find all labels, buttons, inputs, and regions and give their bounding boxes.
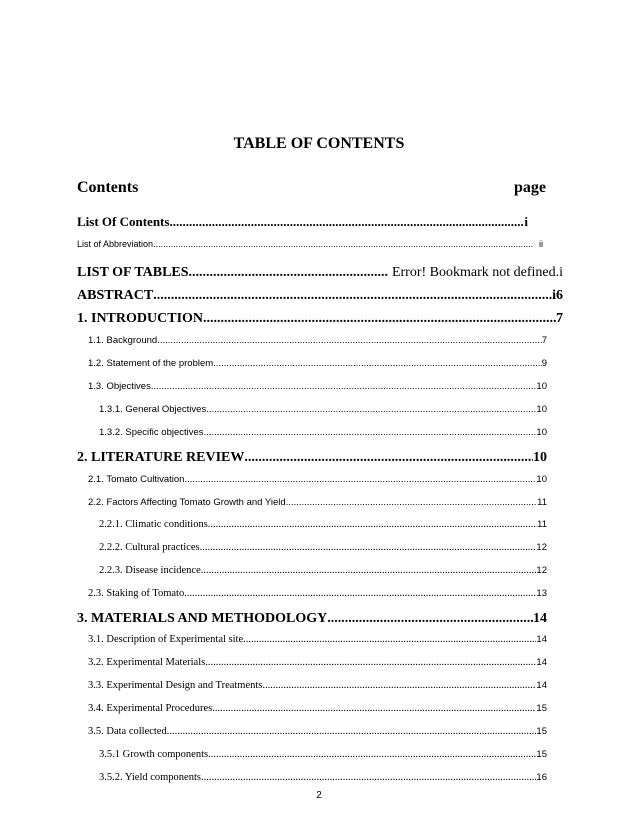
toc-header-row [77,179,546,199]
toc-entry-title: 1.2. Statement of the problem [88,358,214,369]
toc-leader [212,703,536,714]
toc-entry-title: 2.2.3. Disease incidence [99,565,201,576]
toc-leader [213,358,542,369]
toc-leader [151,381,537,392]
toc-leader [286,497,537,508]
toc-entry[interactable] [99,427,547,438]
toc-leader [204,427,537,438]
toc-entry[interactable] [77,214,528,230]
toc-entry-page: ii [539,239,543,249]
toc-entry-title: 1.3.2. Specific objectives [99,427,204,438]
toc-entry-page: 10 [536,474,547,485]
page-number: 2 [316,790,322,801]
toc-entry-title: List Of Contents [77,214,170,229]
toc-entry-title: 1.1. Background [88,335,158,346]
toc-entry[interactable] [77,450,547,466]
toc-entry-title: 3.3. Experimental Design and Treatments [88,680,263,691]
toc-leader [327,611,533,627]
toc-leader [205,657,536,668]
toc-entry-page: 10 [536,381,547,392]
toc-leader [206,404,536,415]
toc-entry-title: 3.5.1 Growth components [99,749,209,760]
toc-entry[interactable] [88,381,547,392]
toc-entry[interactable] [77,265,563,281]
toc-entry[interactable] [88,474,547,485]
toc-entry[interactable] [99,565,547,576]
toc-entry-title: 1. INTRODUCTION [77,311,204,326]
page-column-heading: page [514,179,546,196]
toc-entry[interactable] [88,680,547,691]
toc-entry-title: 3.5. Data collected [88,726,167,737]
toc-entry-title: 2.2.1. Climatic conditions [99,519,208,530]
toc-entry-page: 12 [536,565,547,576]
toc-entry[interactable] [88,358,547,369]
toc-entry-title: 2.2. Factors Affecting Tomato Growth and Yield [88,497,286,508]
toc-entry[interactable] [88,497,547,508]
toc-entry-page: 12 [536,542,547,553]
toc-entry[interactable] [99,404,547,415]
toc-leader [208,519,537,530]
toc-entry-page: 7 [556,311,563,326]
toc-entry-page: 10 [533,450,547,465]
toc-leader [201,772,536,783]
toc-entry-title: 2.2.2. Cultural practices [99,542,200,553]
toc-entry-page: 7 [541,335,547,346]
toc-entry-page: Error! Bookmark not defined.i [391,265,563,280]
toc-entry-title: 1.3.1. General Objectives [99,404,207,415]
toc-leader [153,239,533,249]
toc-entry[interactable] [77,239,543,249]
toc-entry-page: 14 [536,657,547,668]
toc-entry-page: 15 [536,703,547,714]
toc-entry[interactable] [77,611,547,627]
toc-leader [169,214,524,230]
contents-heading: Contents [77,179,139,196]
toc-leader [244,450,533,466]
toc-entry[interactable] [88,335,547,346]
toc-entry-page: 15 [536,726,547,737]
toc-entry-page: 16 [536,772,547,783]
toc-leader [243,634,536,645]
toc-entry[interactable] [88,657,547,668]
toc-entry-title: 3.5.2. Yield components [99,772,201,783]
toc-entry-title: 3.4. Experimental Procedures [88,703,213,714]
toc-entry[interactable] [77,311,563,327]
toc-entry[interactable] [99,542,547,553]
toc-entry-page: 11 [537,519,547,530]
toc-entry[interactable] [99,519,547,530]
toc-leader [184,588,536,599]
toc-leader [208,749,536,760]
toc-entry-page: 14 [536,634,547,645]
toc-entry[interactable] [99,749,547,760]
toc-entry-title: ABSTRACT [77,288,154,303]
toc-entry-page: i6 [552,288,563,303]
toc-entry[interactable] [99,772,547,783]
toc-entry-title: 3.1. Description of Experimental site [88,634,244,645]
toc-entry-page: 15 [536,749,547,760]
toc-entry-page: i [524,214,528,229]
toc-leader [157,335,542,346]
toc-entry-title: 2. LITERATURE REVIEW [77,450,245,465]
toc-leader [189,265,388,281]
toc-entry[interactable] [77,288,563,304]
toc-leader [203,311,556,327]
toc-entry[interactable] [88,703,547,714]
toc-entry-title: 3.2. Experimental Materials [88,657,206,668]
toc-leader [262,680,536,691]
toc-entry[interactable] [88,634,547,645]
toc-entry[interactable] [88,588,547,599]
toc-entry-page: 14 [536,680,547,691]
toc-entry-title: 1.3. Objectives [88,381,151,392]
toc-leader [184,474,536,485]
toc-entry-title: 2.1. Tomato Cultivation [88,474,185,485]
toc-entry-page: 11 [537,497,547,508]
toc-entry-title: 2.3. Staking of Tomato [88,588,185,599]
toc-entry[interactable] [88,726,547,737]
toc-entry-page: 9 [541,358,547,369]
toc-entry-title: LIST OF TABLES [77,265,189,280]
toc-leader [200,542,537,553]
toc-entry-page: 14 [533,611,547,626]
toc-entry-title: List of Abbreviation [77,239,154,249]
toc-entry-page: 10 [536,404,547,415]
toc-entry-title: 3. MATERIALS AND METHODOLOGY [77,611,328,626]
toc-leader [201,565,537,576]
toc-leader [167,726,537,737]
toc-entry-page: 13 [536,588,547,599]
toc-entry-page: 10 [536,427,547,438]
page-title: TABLE OF CONTENTS [233,135,405,152]
toc-leader [153,288,552,304]
